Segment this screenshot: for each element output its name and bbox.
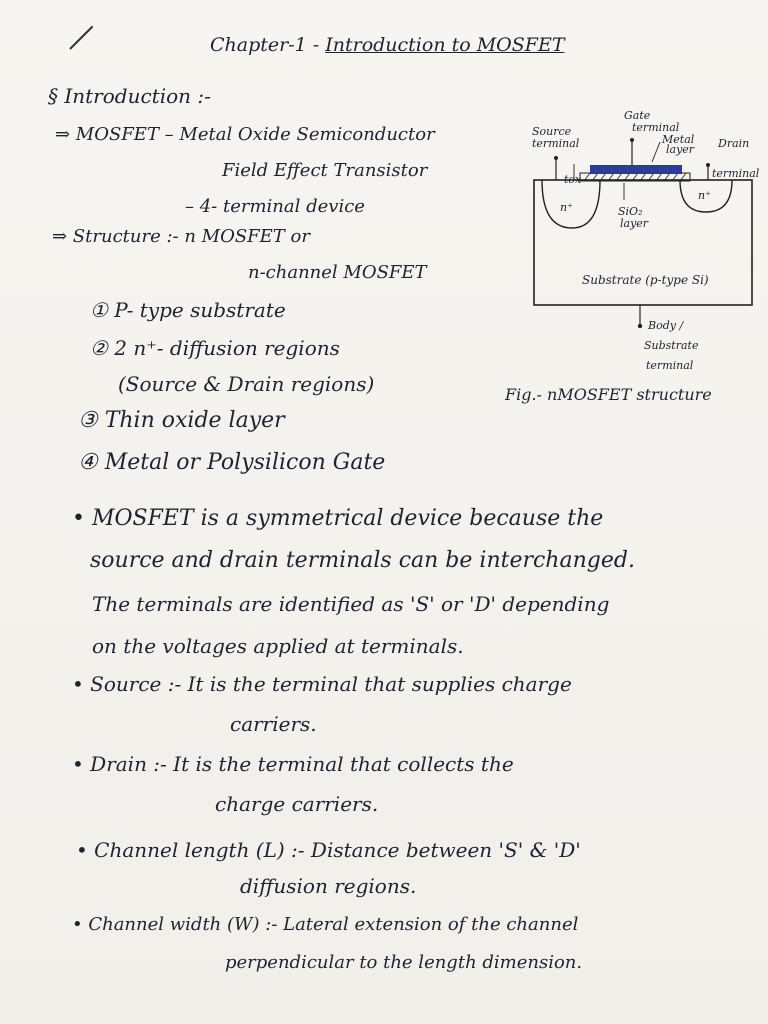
- sio2-label: SiO₂: [618, 205, 643, 218]
- metal-label: Metal: [662, 133, 695, 146]
- intro-heading: § Introduction :-: [48, 84, 211, 108]
- drain-label: Drain: [718, 137, 750, 150]
- structure-item-2: ② 2 n⁺- diffusion regions: [90, 336, 340, 360]
- metal-gate: [590, 165, 682, 174]
- nmosfet-structure-drawing: [520, 110, 768, 410]
- intro-line-2: Field Effect Transistor: [222, 160, 428, 181]
- body-substrate-label: Substrate: [644, 339, 699, 352]
- note-5-line-2: perpendicular to the length dimension.: [225, 952, 583, 973]
- intro-line-1: ⇒ MOSFET – Metal Oxide Semiconductor: [55, 124, 435, 145]
- body-label: Body /: [648, 319, 684, 332]
- sio2-layer-label: layer: [620, 217, 649, 230]
- note-4-line-2: diffusion regions.: [240, 874, 417, 898]
- tox-label: tox: [564, 173, 582, 186]
- note-5-line-1: • Channel width (W) :- Lateral extension of the channel: [72, 914, 579, 935]
- note-1-line-1: • MOSFET is a symmetrical device because the: [72, 506, 604, 531]
- drain-terminal-label: terminal: [712, 167, 760, 180]
- structure-item-3: ③ Thin oxide layer: [78, 408, 285, 433]
- n-plus-source-label: n⁺: [560, 201, 573, 214]
- gate-label: Gate: [624, 109, 651, 122]
- gate-dot: [630, 138, 634, 142]
- page-title: [210, 34, 565, 56]
- structure-line-2: n-channel MOSFET: [248, 262, 427, 283]
- body-dot: [638, 324, 642, 328]
- nmosfet-diagram: [520, 110, 768, 410]
- note-2-line-2: carriers.: [230, 712, 317, 736]
- source-dot: [554, 156, 558, 160]
- note-3-line-1: • Drain :- It is the terminal that collects the: [72, 752, 514, 776]
- title-main: Introduction to MOSFET: [325, 34, 565, 56]
- check-mark: [69, 26, 93, 50]
- note-1-line-2: source and drain terminals can be interchanged.: [90, 548, 635, 573]
- note-2-line-1: • Source :- It is the terminal that supplies charge: [72, 672, 572, 696]
- structure-item-2-note: (Source & Drain regions): [118, 372, 375, 396]
- intro-line-3: – 4- terminal device: [185, 196, 365, 217]
- metal-arrow: [652, 142, 660, 162]
- title-prefix: Chapter-1 -: [210, 34, 326, 56]
- body-terminal-label: terminal: [646, 359, 694, 372]
- note-1-line-3: The terminals are identified as 'S' or 'D' depending: [92, 592, 610, 616]
- substrate-label: Substrate (p-type Si): [582, 273, 709, 287]
- metal-layer-label: layer: [666, 143, 695, 156]
- note-1-line-4: on the voltages applied at terminals.: [92, 634, 464, 658]
- note-3-line-2: charge carriers.: [215, 792, 379, 816]
- source-terminal-label: terminal: [532, 137, 580, 150]
- gate-terminal-label: terminal: [632, 121, 680, 134]
- figure-caption: Fig.- nMOSFET structure: [505, 385, 712, 404]
- n-plus-drain-label: n⁺: [698, 189, 711, 202]
- note-4-line-1: • Channel length (L) :- Distance between 'S' & 'D': [76, 838, 581, 862]
- structure-item-1: ① P- type substrate: [90, 298, 286, 322]
- structure-item-4: ④ Metal or Polysilicon Gate: [78, 450, 386, 475]
- drain-dot: [706, 163, 710, 167]
- structure-line-1: ⇒ Structure :- n MOSFET or: [52, 226, 310, 247]
- source-label: Source: [532, 125, 572, 138]
